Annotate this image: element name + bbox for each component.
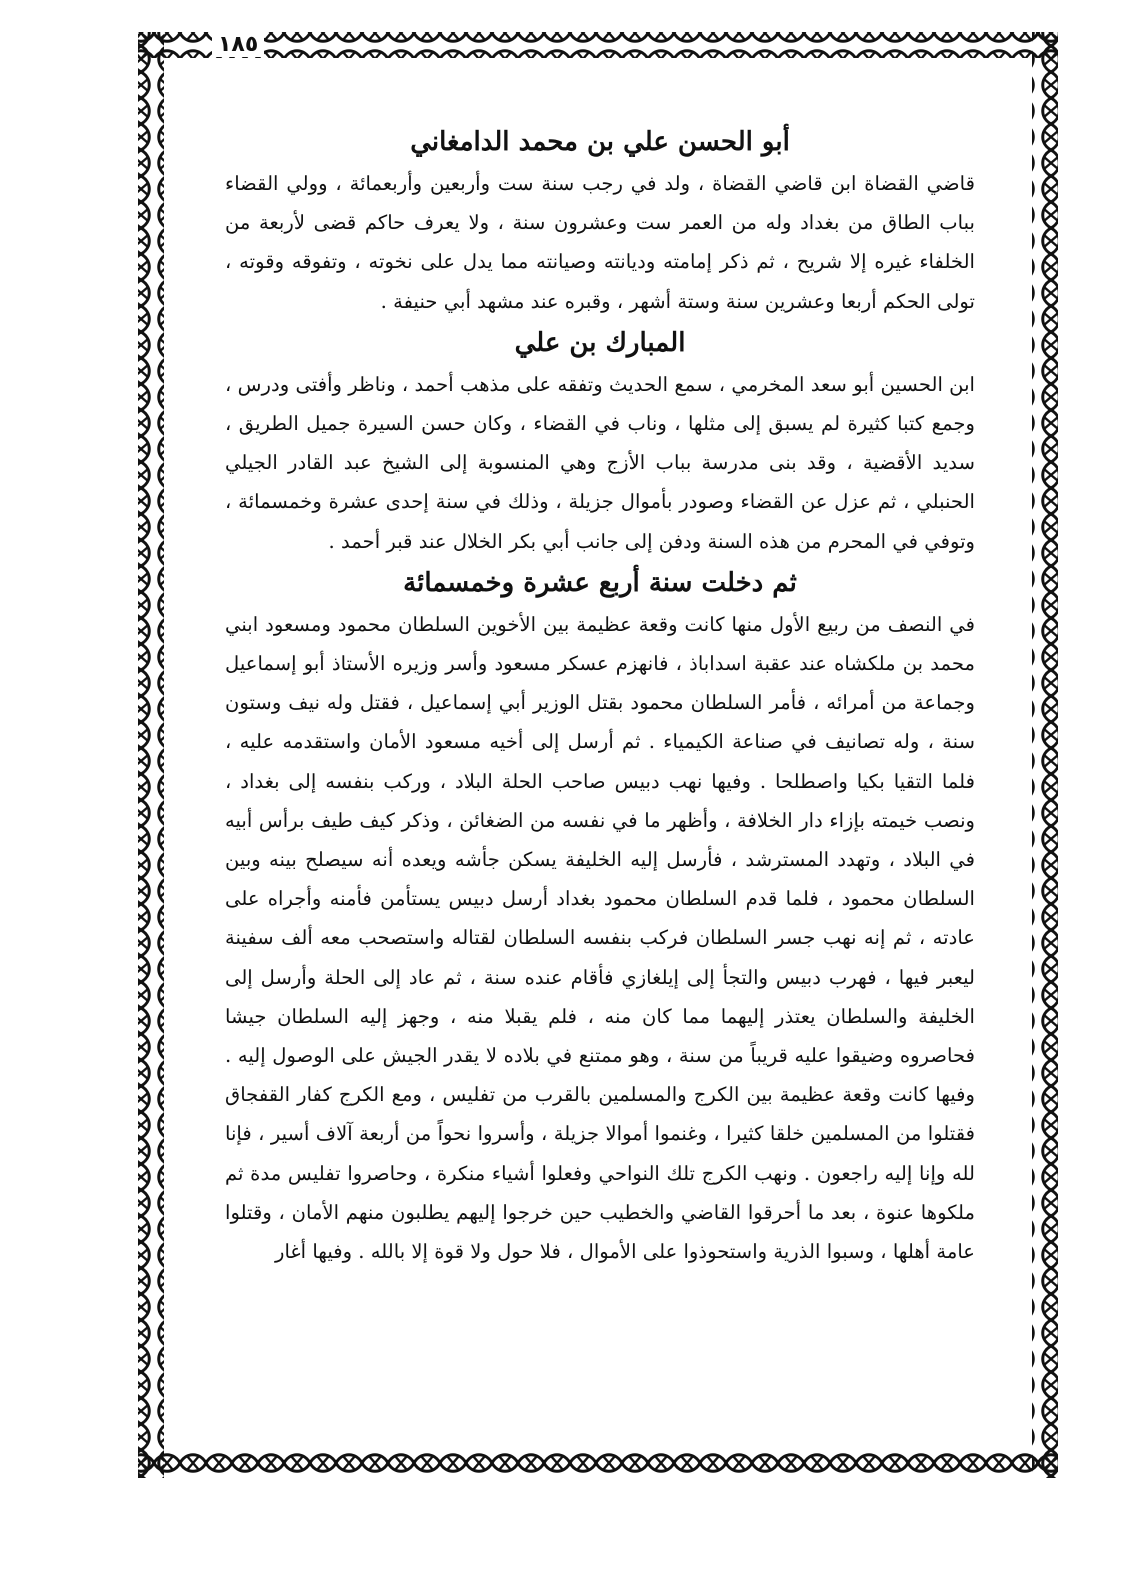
- section-paragraph-mubarak: ابن الحسين أبو سعد المخرمي ، سمع الحديث وتفقه على مذهب أحمد ، وناظر وأفتى ودرس ، وجمع كتبا كثيرة لم يسبق إلى مثلها ، وناب في القضاء ، وكان حسن السيرة جميل الطريق ، سديد الأقضية ، وقد بنى مدرسة بباب الأزج وهي المنسوبة إلى الشيخ عبد القادر الجيلي الحنبلي ، ثم عزل عن القضاء وصودر بأموال جزيلة ، وذلك في سنة إحدى عشرة وخمسمائة ، وتوفي في المحرم من هذه السنة ودفن إلى جانب أبي بكر الخلال عند قبر أحمد .: [225, 372, 975, 553]
- page-number: ١٨٥: [212, 32, 264, 57]
- section-heading-mubarak: المبارك بن علي: [514, 327, 686, 358]
- section-heading-damaghani: أبو الحسن علي بن محمد الدامغاني: [410, 127, 790, 157]
- section-heading-year-514: ثم دخلت سنة أربع عشرة وخمسمائة: [403, 567, 797, 598]
- page-body: [225, 120, 975, 1271]
- section-paragraph-damaghani: قاضي القضاة ابن قاضي القضاة ، ولد في رجب سنة ست وأربعين وأربعمائة ، وولي القضاء بباب الطاق من بغداد وله من العمر ست وعشرون سنة ، ولا يعرف حاكم قضى لأربعة من الخلفاء غيره إلا شريح ، ثم ذكر إمامته وديانته وصيانته مما يدل على نخوته ، وتفوقه وقوته ، تولى الحكم أربعا وعشرين سنة وستة أشهر ، وقبره عند مشهد أبي حنيفة .: [225, 172, 975, 313]
- section-paragraph-year-514: في النصف من ربيع الأول منها كانت وقعة عظيمة بين الأخوين السلطان محمود ومسعود ابني محمد بن ملكشاه عند عقبة اسداباذ ، فانهزم عسكر مسعود وأسر وزيره الأستاذ أبو إسماعيل وجماعة من أمرائه ، فأمر السلطان محمود بقتل الوزير أبي إسماعيل ، فقتل وله نيف وستون سنة ، وله تصانيف في صناعة الكيمياء . ثم أرسل إلى أخيه مسعود الأمان واستقدمه عليه ، فلما التقيا بكيا واصطلحا . وفيها نهب دبيس صاحب الحلة البلاد ، وركب بنفسه إلى بغداد ، ونصب خيمته بإزاء دار الخلافة ، وأظهر ما في نفسه من الضغائن ، وذكر كيف طيف برأس أبيه في البلاد ، وتهدد المسترشد ، فأرسل إليه الخليفة يسكن جأشه ويعده أنه سيصلح بينه وبين السلطان محمود ، فلما قدم السلطان محمود بغداد أرسل دبيس يستأمن فأمنه وأجراه على عادته ، ثم إنه نهب جسر السلطان فركب بنفسه السلطان لقتاله واستصحب معه ألف سفينة ليعبر فيها ، فهرب دبيس والتجأ إلى إيلغازي فأقام عنده سنة ، ثم عاد إلى الحلة وأرسل إلى الخليفة والسلطان يعتذر إليهما مما كان منه ، فلم يقبلا منه ، وجهز إليه السلطان جيشا فحاصروه وضيقوا عليه قريباً من سنة ، وهو ممتنع في بلاده لا يقدر الجيش على الوصول إليه . وفيها كانت وقعة عظيمة بين الكرج والمسلمين بالقرب من تفليس ، ومع الكرج كفار القفجاق فقتلوا من المسلمين خلقا كثيرا ، وغنموا أموالا جزيلة ، وأسروا نحواً من أربعة آلاف أسير ، فإنا لله وإنا إليه راجعون . ونهب الكرج تلك النواحي وفعلوا أشياء منكرة ، وحاصروا تفليس مدة ثم ملكوها عنوة ، بعد ما أحرقوا القاضي والخطيب حين خرجوا إليهم يطلبون منهم الأمان ، وقتلوا عامة أهلها ، وسبوا الذرية واستحوذوا على الأموال ، فلا حول ولا قوة إلا بالله . وفيها أغار: [225, 612, 975, 1264]
